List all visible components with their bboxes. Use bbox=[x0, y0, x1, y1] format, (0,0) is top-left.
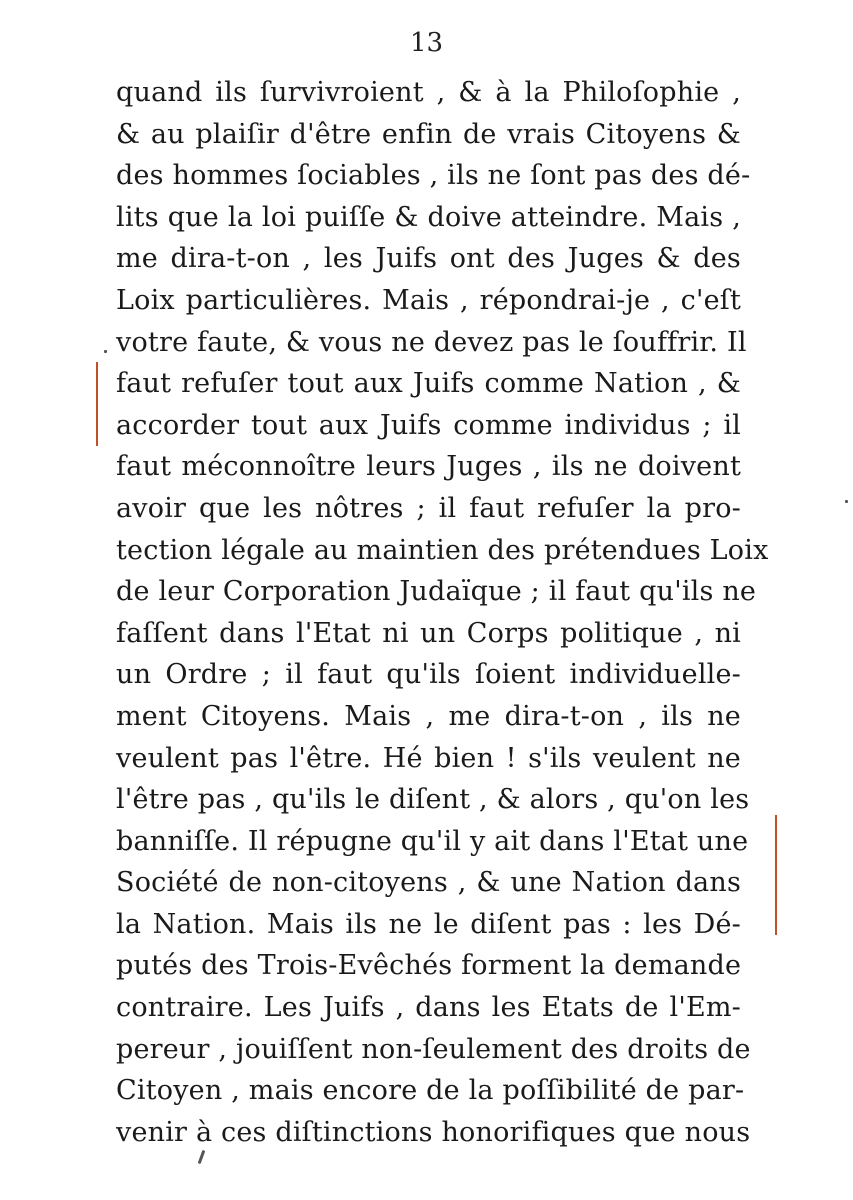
text-line: la Nation. Mais ils ne le diſent pas : les Dé- bbox=[116, 908, 741, 940]
text-line: venir à ces diſtinctions honorifiques que nous bbox=[116, 1116, 751, 1148]
text-line: quand ils ſurvivroient , & à la Philoſophie , bbox=[116, 77, 741, 108]
text-line: banniſſe. Il répugne qu'il y ait dans l'Etat une bbox=[116, 825, 749, 857]
body-text bbox=[116, 72, 769, 1153]
text-line: tection légale au maintien des prétendues Loix bbox=[116, 534, 769, 566]
text-line: avoir que les nôtres ; il faut refuſer la pro- bbox=[116, 492, 741, 524]
text-line: un Ordre ; il faut qu'ils ſoient individuelle- bbox=[116, 659, 741, 691]
ink-speck bbox=[845, 500, 848, 503]
text-line: Citoyen , mais encore de la poſſibilité de par- bbox=[116, 1075, 745, 1107]
text-line: ment Citoyens. Mais , me dira-t-on , ils ne bbox=[116, 700, 741, 732]
text-line: des hommes ſociables , ils ne ſont pas des dé- bbox=[116, 160, 751, 192]
text-line: pereur , jouiſſent non-ſeulement des droits de bbox=[116, 1033, 751, 1065]
page-number: 13 bbox=[409, 28, 444, 58]
text-line: veulent pas l'être. Hé bien ! s'ils veulent ne bbox=[116, 742, 741, 774]
text-line: faut refuſer tout aux Juifs comme Nation , & bbox=[116, 368, 741, 400]
text-line: contraire. Les Juifs , dans les Etats de l'Em- bbox=[116, 992, 741, 1024]
left-margin-mark bbox=[96, 362, 98, 446]
ink-speck bbox=[104, 350, 107, 353]
text-line: & au plaiſir d'être enfin de vrais Citoyens & bbox=[116, 118, 741, 150]
text-line: me dira-t-on , les Juifs ont des Juges & des bbox=[116, 243, 741, 275]
text-line: faut méconnoître leurs Juges , ils ne doivent bbox=[116, 451, 741, 483]
text-line: faſſent dans l'Etat ni un Corps politique , ni bbox=[116, 617, 741, 649]
text-line: Société de non-citoyens , & une Nation dans bbox=[116, 867, 741, 899]
text-line: putés des Trois-Evêchés forment la demande bbox=[116, 950, 742, 982]
text-line: de leur Corporation Judaïque ; il faut qu'ils ne bbox=[116, 576, 757, 608]
text-line: Loix particulières. Mais , répondrai-je , c'eſt bbox=[116, 284, 741, 316]
text-line: lits que la loi puiſſe & doive atteindre. Mais , bbox=[116, 201, 741, 233]
text-line: votre faute, & vous ne devez pas le ſouffrir. Il bbox=[116, 326, 747, 358]
text-line: accorder tout aux Juifs comme individus ; il bbox=[116, 409, 741, 441]
text-line: l'être pas , qu'ils le diſent , & alors , qu'on les bbox=[116, 784, 750, 816]
right-margin-mark bbox=[775, 815, 777, 935]
